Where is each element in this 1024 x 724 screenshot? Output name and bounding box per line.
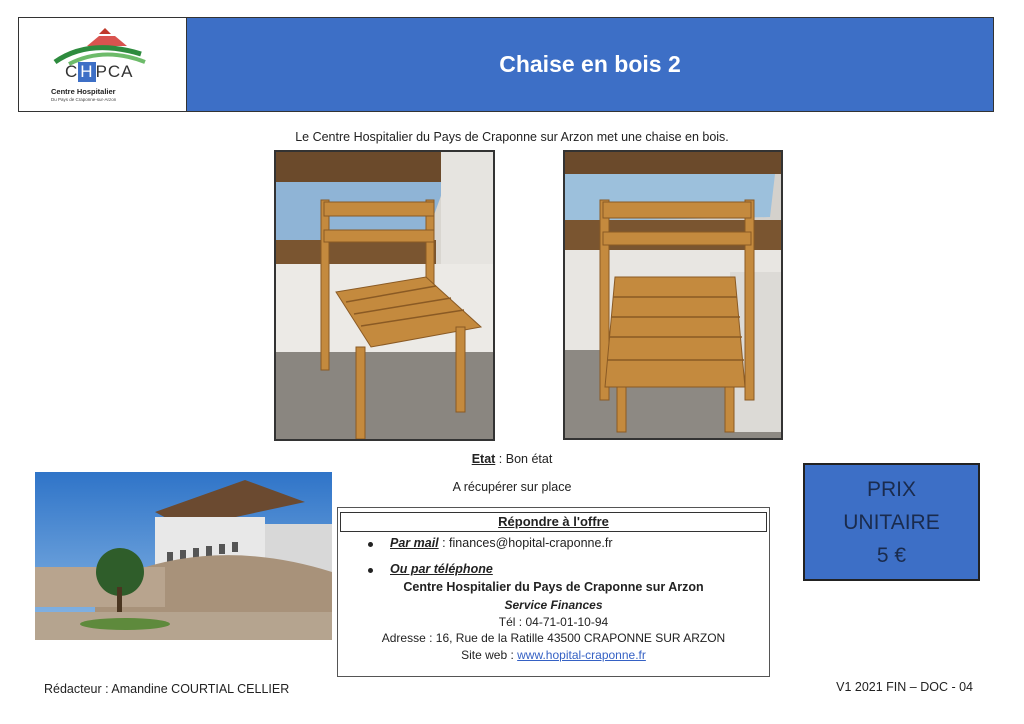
condition-value: : Bon état xyxy=(495,452,553,466)
offer-contact-box xyxy=(337,507,770,677)
chair-photo-front xyxy=(563,150,783,440)
mail-value[interactable]: : finances@hopital-craponne.fr xyxy=(438,536,613,550)
header xyxy=(18,17,994,112)
price-label-2: UNITAIRE xyxy=(843,511,940,534)
logo-subtitle-small: Du Pays de Craponne-sur-Arzon xyxy=(51,97,117,102)
bullet-dot-icon xyxy=(368,568,373,573)
bullet-dot-icon xyxy=(368,542,373,547)
postal-address: Adresse : 16, Rue de la Ratille 43500 CRAPONNE SUR ARZON xyxy=(381,631,726,645)
price-value: 5 € xyxy=(876,544,907,567)
price-label-1: PRIX xyxy=(866,478,916,501)
condition-label: Etat xyxy=(471,452,496,466)
page-title: Chaise en bois 2 xyxy=(499,51,681,77)
pickup-note: A récupérer sur place xyxy=(452,480,572,494)
service-name: Service Finances xyxy=(504,598,603,612)
hospital-building-photo xyxy=(35,472,332,640)
offer-title: Répondre à l'offre xyxy=(340,512,767,532)
org-name: Centre Hospitalier du Pays de Craponne sur Arzon xyxy=(403,580,704,594)
phone-number: Tél : 04-71-01-10-94 xyxy=(498,615,609,629)
footer-author: Rédacteur : Amandine COURTIAL CELLIER xyxy=(44,682,290,696)
website-link[interactable]: www.hopital-craponne.fr xyxy=(517,648,646,662)
website-line xyxy=(338,648,769,662)
price-box xyxy=(803,463,980,581)
website-label: Site web : xyxy=(461,648,518,662)
hospital-logo xyxy=(19,18,187,111)
mail-bullet xyxy=(368,536,613,550)
logo-subtitle: Centre Hospitalier xyxy=(51,87,116,96)
chair-photo-side xyxy=(274,150,495,441)
logo-letters: C H PCA xyxy=(65,62,134,81)
phone-label: Ou par téléphone xyxy=(390,562,493,576)
title-band xyxy=(187,18,993,111)
intro-text: Le Centre Hospitalier du Pays de Craponne sur Arzon met une chaise en bois. xyxy=(295,130,729,144)
mail-label: Par mail xyxy=(390,536,439,550)
phone-bullet xyxy=(368,562,493,576)
footer-reference: V1 2021 FIN – DOC - 04 xyxy=(836,680,973,694)
